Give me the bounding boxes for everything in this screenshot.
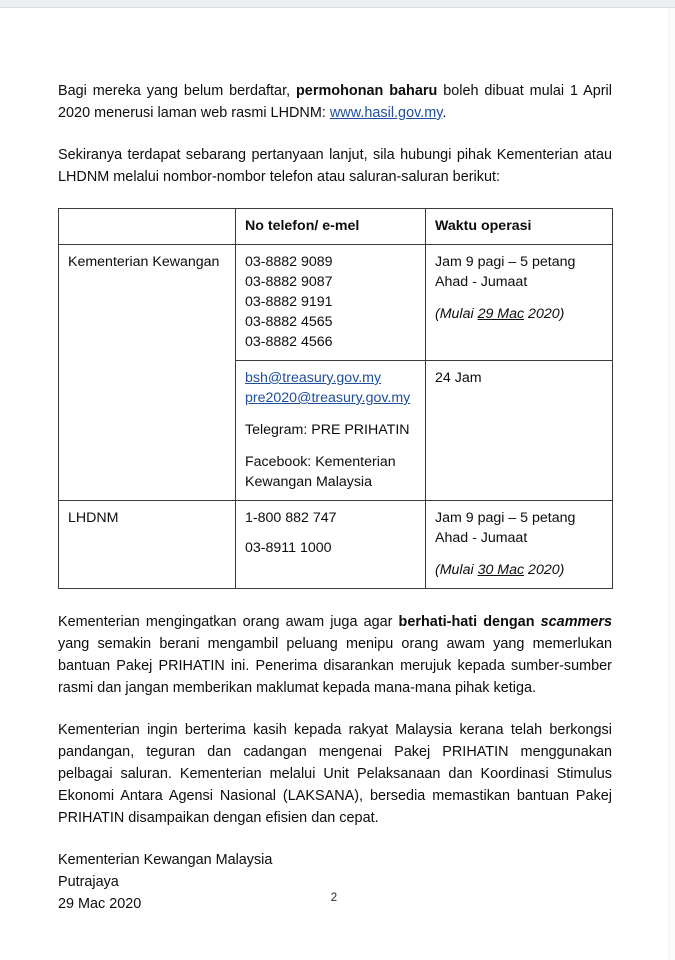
paragraph-3-bold-1: berhati-hati dengan [398,614,541,630]
table-header-agency [59,209,236,245]
table-row-lhdnm [59,501,613,589]
paragraph-enquiry: Sekiranya terdapat sebarang pertanyaan lanjut, sila hubungi pihak Kementerian atau LHDNM melalui nombor-nombor telefon atau saluran-saluran berikut: [58,147,612,185]
signature-location: Putrajaya [58,874,119,890]
email-address-link[interactable] [245,368,416,388]
note-date: 30 Mac [477,562,525,578]
window-top-band [0,0,675,8]
table-header-contact: No telefon/ e-mel [236,209,426,245]
cell-agency-lhdnm: LHDNM [59,501,236,589]
phone-number: 03-8882 9087 [245,274,333,290]
email-bsh-link[interactable]: bsh@treasury.gov.my [245,370,382,386]
facebook-channel-line-2: Kewangan Malaysia [245,474,372,490]
effective-date-note [435,304,603,324]
note-date: 29 Mac [477,306,525,322]
phone-number: 03-8882 4566 [245,334,333,350]
page-right-edge [668,8,675,960]
document-body [58,80,612,915]
note-suffix: 2020) [524,562,565,578]
cell-kementerian-digital-channels [236,361,426,501]
table-header-row [59,209,613,245]
contact-table [58,208,613,589]
paragraph-registration [58,80,612,124]
cell-lhdnm-phones [236,501,426,589]
table-header-hours: Waktu operasi [426,209,613,245]
phone-number: 1-800 882 747 [245,510,337,526]
page-number: 2 [330,892,338,904]
signature-block [58,849,612,915]
paragraph-1-bold-1: permohonan baharu [296,83,438,99]
note-prefix: (Mulai [435,306,478,322]
paragraph-1-text-2: boleh dibuat mulai 1 April 2020 menerusi laman web rasmi LHDNM: [58,83,612,121]
phone-number: 03-8911 1000 [245,540,332,556]
telegram-channel: Telegram: PRE PRIHATIN [245,422,410,438]
table-row-kementerian-phones [59,245,613,361]
email-address-link[interactable] [245,388,416,408]
signature-date: 29 Mac 2020 [58,896,142,912]
document-page [0,8,668,960]
note-prefix: (Mulai [435,562,478,578]
signature-organisation: Kementerian Kewangan Malaysia [58,852,273,868]
paragraph-1-text-1: Bagi mereka yang belum berdaftar, [58,83,296,99]
paragraph-3-text-2: yang semakin berani mengambil peluang menipu orang awam yang memerlukan bantuan Pakej PRIHATIN ini. Penerima disarankan merujuk kepada sumber-sumber rasmi dan jangan memberikan maklumat kepada mana-mana pihak ketiga. [58,636,612,696]
operating-hours-line: Jam 9 pagi – 5 petang [435,510,576,526]
phone-number: 03-8882 9089 [245,254,333,270]
operating-days-line: Ahad - Jumaat [435,530,528,546]
note-suffix: 2020) [524,306,565,322]
cell-kementerian-digital-hours: 24 Jam [426,361,613,501]
phone-number: 03-8882 4565 [245,314,333,330]
phone-number: 03-8882 9191 [245,294,333,310]
paragraph-thanks: Kementerian ingin berterima kasih kepada rakyat Malaysia kerana telah berkongsi pandangan, teguran dan cadangan mengenai Pakej PRIHATIN menggunakan pelbagai saluran. Kementerian melalui Unit Pelaksanaan dan Koordinasi Stimulus Ekonomi Antara Agensi Nasional (LAKSANA), bersedia memastikan bantuan Pakej PRIHATIN disampaikan dengan efisien dan cepat. [58,722,612,826]
paragraph-3-text-1: Kementerian mengingatkan orang awam juga agar [58,614,399,630]
paragraph-3-bolditalic-1: scammers [540,614,612,630]
cell-kementerian-hours [426,245,613,361]
operating-hours-line: Jam 9 pagi – 5 petang [435,254,576,270]
facebook-channel-line-1: Facebook: Kementerian [245,454,396,470]
cell-kementerian-phones [236,245,426,361]
paragraph-1-text-3: . [442,105,447,121]
paragraph-scammer-warning [58,611,612,699]
hasil-website-link[interactable]: www.hasil.gov.my [329,105,443,121]
cell-lhdnm-hours [426,501,613,589]
email-pre2020-link[interactable]: pre2020@treasury.gov.my [245,390,411,406]
cell-agency-kementerian: Kementerian Kewangan [59,245,236,501]
operating-days-line: Ahad - Jumaat [435,274,528,290]
effective-date-note [435,560,603,580]
